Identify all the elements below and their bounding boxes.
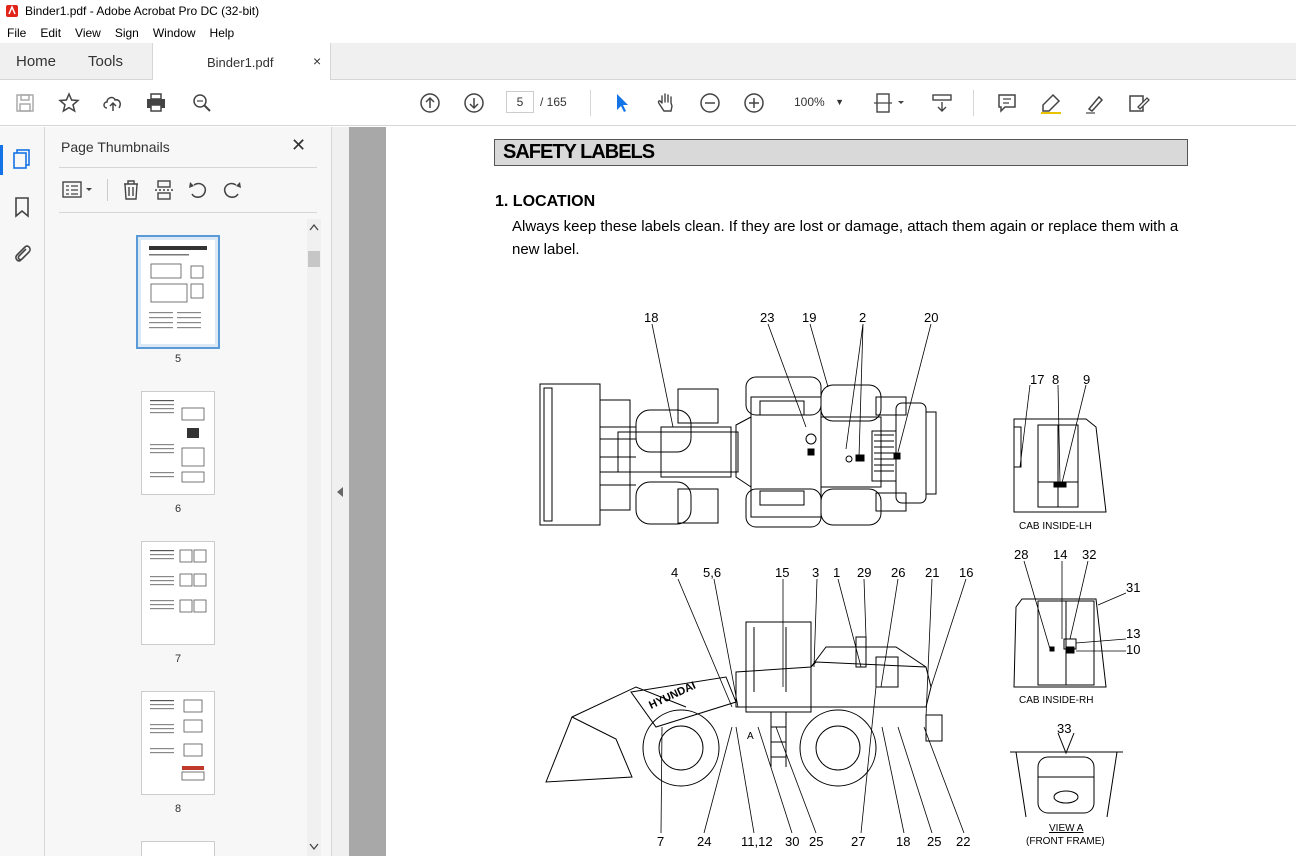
cab-rh-leaders <box>1024 561 1126 651</box>
extract-pages-icon[interactable] <box>152 178 176 202</box>
tab-bar <box>0 43 1296 80</box>
thumbnail-label: 6 <box>174 503 182 515</box>
tab-document[interactable] <box>152 43 331 80</box>
menu-view[interactable]: View <box>75 25 101 40</box>
divider <box>59 212 317 213</box>
top-view-leaders <box>652 324 931 457</box>
close-icon[interactable]: ✕ <box>291 135 307 155</box>
callout-label: 16 <box>959 565 974 580</box>
view-a-marker: A <box>747 731 754 742</box>
callout-label: 25 <box>809 834 824 849</box>
window-titlebar <box>0 0 1296 22</box>
options-menu-icon[interactable] <box>61 179 95 201</box>
callout-label: 29 <box>857 565 872 580</box>
collapse-arrow-icon <box>337 487 343 497</box>
cloud-upload-icon[interactable] <box>100 90 126 116</box>
scrollbar-thumb[interactable] <box>308 251 320 267</box>
previous-page-icon[interactable] <box>417 90 443 116</box>
page-fit-icon[interactable] <box>872 90 908 116</box>
callout-label: 7 <box>657 834 665 849</box>
cab-lh-leaders <box>1020 385 1086 483</box>
callout-label: 23 <box>760 310 775 325</box>
callout-label: 11,12 <box>741 834 773 849</box>
menu-file[interactable]: File <box>7 25 27 40</box>
tab-tools[interactable]: Tools <box>88 53 124 70</box>
callout-label: 21 <box>925 565 940 580</box>
callout-label: 31 <box>1126 580 1141 595</box>
acrobat-icon <box>5 4 19 18</box>
divider <box>59 167 317 168</box>
thumbnail-page-5[interactable] <box>136 235 220 349</box>
callout-label: 9 <box>1083 372 1091 387</box>
callout-label: 33 <box>1057 721 1072 736</box>
callout-label: 14 <box>1053 547 1068 562</box>
comment-icon[interactable] <box>994 90 1020 116</box>
thumbnail-toolbar <box>59 177 317 205</box>
callout-label: 27 <box>851 834 866 849</box>
cab-lh-caption: CAB INSIDE-LH <box>1019 521 1092 532</box>
window-title: Binder1.pdf - Adobe Acrobat Pro DC (32-bit) <box>25 4 260 18</box>
side-view-leaders <box>661 579 966 833</box>
chevron-down-icon: ▼ <box>835 97 844 107</box>
print-icon[interactable] <box>143 90 169 116</box>
callout-label: 18 <box>644 310 659 325</box>
callout-label: 32 <box>1082 547 1097 562</box>
thumbnail-list <box>45 219 307 856</box>
thumbnail-preview <box>141 240 215 344</box>
wheel-loader-diagram <box>386 127 1296 856</box>
callout-label: 4 <box>671 565 679 580</box>
save-icon[interactable] <box>12 90 38 116</box>
pdf-page <box>386 127 1296 856</box>
cab-rh-caption: CAB INSIDE-RH <box>1019 695 1094 706</box>
cab-inside-rh-drawing <box>1014 599 1106 687</box>
callout-label: 10 <box>1126 642 1141 657</box>
draw-pen-icon[interactable] <box>1082 90 1108 116</box>
rotate-left-icon[interactable] <box>186 178 210 202</box>
thumbnail-label: 7 <box>174 653 182 665</box>
thumbnail-page-6[interactable] <box>141 391 215 495</box>
thumbnail-page-9[interactable] <box>141 841 215 856</box>
section-title: 1. LOCATION <box>495 193 596 210</box>
svg-text:HYUNDAI: HYUNDAI <box>647 679 698 712</box>
view-a-caption: VIEW A <box>1049 823 1084 834</box>
page-thumbnails-panel <box>45 127 331 856</box>
menu-sign[interactable]: Sign <box>114 25 139 40</box>
scroll-down-icon[interactable] <box>309 843 319 851</box>
top-view-callouts <box>644 310 938 325</box>
highlight-pen-icon[interactable] <box>1038 90 1064 116</box>
trash-icon[interactable] <box>119 178 143 202</box>
menu-bar <box>0 22 1296 43</box>
thumbnail-preview <box>142 542 214 644</box>
panel-collapse-handle[interactable] <box>331 127 349 856</box>
callout-label: 22 <box>956 834 971 849</box>
callout-label: 25 <box>927 834 942 849</box>
page-thumbnails-icon[interactable] <box>10 147 34 171</box>
scroll-up-icon[interactable] <box>309 223 319 231</box>
callout-label: 19 <box>802 310 817 325</box>
main-toolbar <box>0 80 1296 126</box>
page-heading: SAFETY LABELS <box>494 139 1188 166</box>
tab-document-label: Binder1.pdf <box>207 55 274 70</box>
document-viewer[interactable] <box>349 127 1296 856</box>
callout-label: 24 <box>697 834 712 849</box>
panel-title: Page Thumbnails <box>61 139 170 155</box>
callout-label: 26 <box>891 565 906 580</box>
callout-label: 5,6 <box>703 565 722 580</box>
edit-text-icon[interactable] <box>1126 90 1152 116</box>
star-icon[interactable] <box>56 90 82 116</box>
attachment-icon[interactable] <box>10 241 34 265</box>
thumbnail-preview <box>142 392 214 494</box>
callout-label: 8 <box>1052 372 1060 387</box>
callout-label: 3 <box>812 565 820 580</box>
thumbnail-page-7[interactable] <box>141 541 215 645</box>
side-view-top-callouts <box>671 565 973 580</box>
next-page-icon[interactable] <box>461 90 487 116</box>
left-navigation-rail <box>0 127 45 856</box>
toolbar-divider <box>590 90 591 116</box>
callout-label: 18 <box>896 834 911 849</box>
menu-window[interactable]: Window <box>152 25 196 40</box>
callout-label: 17 <box>1030 372 1045 387</box>
callout-label: 2 <box>859 310 867 325</box>
side-view-drawing <box>546 622 942 786</box>
rotate-right-icon[interactable] <box>220 178 244 202</box>
top-view-drawing <box>540 377 936 527</box>
tab-close-button[interactable]: × <box>313 53 322 69</box>
search-zoom-icon[interactable] <box>189 90 215 116</box>
bookmark-icon[interactable] <box>10 195 34 219</box>
toolbar-divider <box>973 90 974 116</box>
thumbnail-label: 8 <box>174 803 182 815</box>
menu-help[interactable]: Help <box>209 25 235 40</box>
side-view-bottom-callouts <box>657 834 970 849</box>
zoom-out-icon[interactable] <box>697 90 723 116</box>
callout-label: 15 <box>775 565 790 580</box>
callout-label: 13 <box>1126 626 1141 641</box>
thumbnail-label: 5 <box>174 353 182 365</box>
tab-home[interactable]: Home <box>16 53 57 70</box>
scroll-mode-icon[interactable] <box>929 90 955 116</box>
zoom-level-value: 100% <box>794 95 825 109</box>
callout-label: 30 <box>785 834 800 849</box>
view-a-subcaption: (FRONT FRAME) <box>1026 836 1105 847</box>
zoom-in-icon[interactable] <box>741 90 767 116</box>
thumbnail-scrollbar[interactable] <box>307 219 321 856</box>
view-a-drawing <box>1010 733 1123 817</box>
menu-edit[interactable]: Edit <box>40 25 62 40</box>
callout-label: 1 <box>833 565 841 580</box>
hand-tool-icon[interactable] <box>653 90 679 116</box>
active-indicator <box>0 145 3 175</box>
select-cursor-icon[interactable] <box>609 90 635 116</box>
body-text: Always keep these labels clean. If they are lost or damage, attach them again or replace them with a new label. <box>512 218 1179 258</box>
zoom-level-select[interactable] <box>788 91 850 113</box>
thumbnail-page-8[interactable] <box>141 691 215 795</box>
callout-label: 20 <box>924 310 939 325</box>
page-count: / 165 <box>540 95 567 109</box>
thumbnail-preview <box>142 692 214 794</box>
toolbar-divider <box>107 179 108 201</box>
page-number-input[interactable]: 5 <box>506 91 534 113</box>
callout-label: 28 <box>1014 547 1029 562</box>
